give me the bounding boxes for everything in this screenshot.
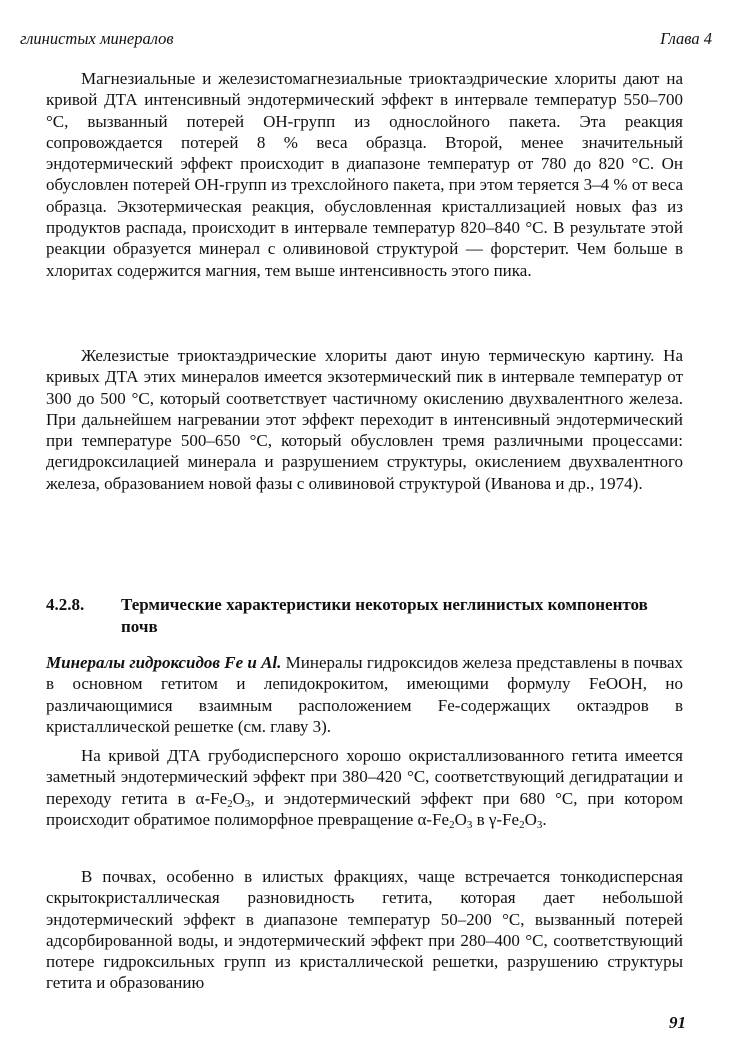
- paragraph-fine-goethite: [46, 866, 683, 994]
- paragraph-ferrous-chlorites: [46, 345, 683, 494]
- text-run: O: [524, 809, 537, 829]
- paragraph-text: Железистые триоктаэдрические хлориты дают иную термическую картину. На кривых ДТА этих минералов имеется экзотермический пик в интервале температур от 300 до 500 °С, который соответствует частичному окислению двухвалентного железа. При дальнейшем нагревании этот эффект переходит в интенсивный эндотермический при температуре 500–650 °С, который обусловлен тремя различными процессами: дегидроксилацией минерала и разрушением структуры, окислением двухвалентного железа, образованием новой фазы с оливиновой структурой (Иванова и др., 1974).: [46, 346, 683, 493]
- subscript: 3: [466, 818, 473, 831]
- header-chapter-number: Глава 4: [660, 29, 712, 48]
- text-run: , и эндотермический эффект при 680 °С, при котором происходит обратимое полиморфное превращение α-Fe: [46, 788, 684, 829]
- subscript: 2: [227, 797, 233, 810]
- header-chapter-subject: глинистых минералов: [20, 29, 174, 48]
- paragraph-magnesian-chlorites: [46, 68, 683, 281]
- section-number: 4.2.8.: [46, 595, 85, 614]
- paragraph-body: Минералы гидроксидов железа представлены в почвах в основном гетитом и лепидокрокитом, имеющими формулу FeOOH, но различающимися взаимным расположением Fe-содержащих октаэдров в кристаллической решетке (см. главу 3).: [46, 653, 684, 736]
- subscript: 2: [449, 818, 455, 831]
- paragraph-text: Магнезиальные и железистомагнезиальные триоктаэдрические хлориты дают на кривой ДТА интенсивный эндотермический эффект в интервале температур 550–700 °С, вызванный потерей ОН-групп из однослойного пакета. Эта реакция сопровождается потерей 8 % веса образца. Второй, менее значительный эндотермический эффект происходит в диапазоне температур от 780 до 820 °С. Он обусловлен потерей ОН-групп из трехслойного пакета, при этом теряется 3–4 % от веса образца. Экзотермическая реакция, обусловленная кристаллизацией новых фаз из продуктов распада, происходит в интервале температур 820–840 °С. В результате этой реакции образуется минерал с оливиновой структурой — форстерит. Чем больше в хлоритах содержится магния, тем выше интенсивность этого пика.: [46, 69, 683, 280]
- paragraph-goethite-dta: [46, 745, 683, 830]
- paragraph-text: [46, 652, 683, 737]
- paragraph-hydroxide-minerals: [46, 652, 683, 737]
- text-run: O: [232, 788, 245, 808]
- text-run: На кривой ДТА грубодисперсного хорошо окристаллизованного гетита имеется заметный эндотермический эффект при 380–420 °С, соответствующий дегидратации и переходу гетита в α-Fe: [46, 746, 683, 808]
- text-run: в γ-Fe: [472, 809, 520, 829]
- subscript: 3: [244, 797, 251, 810]
- paragraph-text: В почвах, особенно в илистых фракциях, чаще встречается тонкодисперсная скрытокристаллическая разновидность гетита, которая дает небольшой эндотермический эффект в диапазоне температур 50–200 °С, вызванный потерей адсорбированной воды, и эндотермический эффект при 280–400 °С, соответствующий потере гидроксильных групп из кристаллической решетки, разрушению структуры гетита и образованию: [46, 867, 683, 993]
- paragraph-text: [46, 745, 683, 830]
- paragraph-lead-in: Минералы гидроксидов Fe и Al.: [46, 653, 282, 672]
- page-number: 91: [669, 1013, 686, 1032]
- subscript: 3: [536, 818, 543, 831]
- text-run: .: [542, 809, 547, 829]
- subscript: 2: [519, 818, 525, 831]
- text-run: O: [454, 809, 467, 829]
- section-title: Термические характеристики некоторых неглинистых компонентов почв: [121, 595, 648, 636]
